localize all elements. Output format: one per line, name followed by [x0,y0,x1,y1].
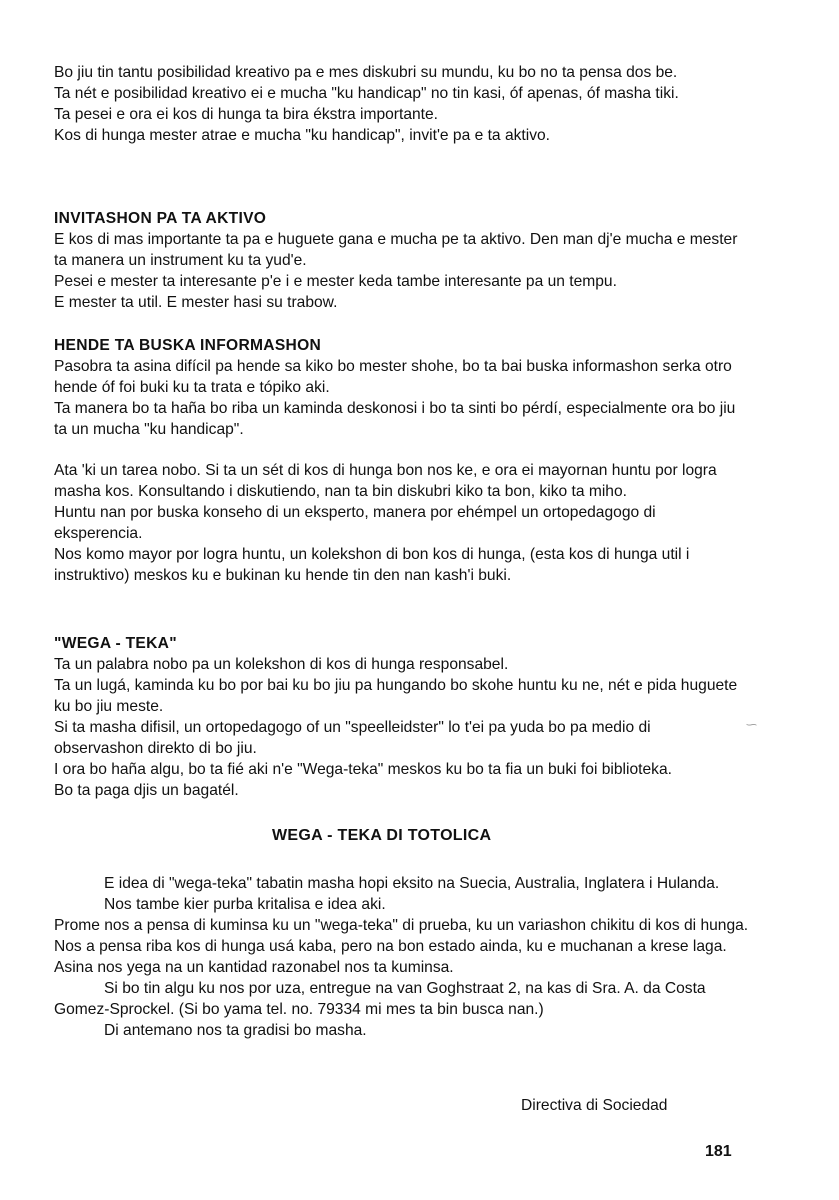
section-paragraph: Nos a pensa riba kos di hunga usá kaba, pero na bon estado ainda, ku e muchanan a krese laga. [54,938,727,955]
section-invitashon [54,208,744,313]
section-paragraph: Prome nos a pensa di kuminsa ku un "wega-teka" di prueba, ku un variashon chikitu di kos di hunga. [54,917,749,934]
section-paragraph: Di antemano nos ta gradisi bo masha. [104,1022,367,1039]
section-paragraph: Si bo tin algu ku nos por uza, entregue na van Goghstraat 2, na kas di Sra. A. da Costa Gomez-Sprockel. (Si bo yama tel. no. 79334 mi mes ta bin busca nan.) [54,980,706,1018]
bleed-through-mark [752,778,812,838]
section-paragraph: Nos komo mayor por logra huntu, un kolekshon di bon kos di hunga, (esta kos di hunga util i instruktivo) meskos ku e bukinan ku hende tin den nan kash'i buki. [54,546,690,584]
section-paragraph: E idea di "wega-teka" tabatin masha hopi eksito na Suecia, Australia, Inglatera i Hulanda. [104,875,720,892]
section-paragraph: Ta manera bo ta haña bo riba un kaminda deskonosi i bo ta sinti bo pérdí, especialmente ora bo jiu ta un mucha "ku handicap". [54,400,736,438]
intro-paragraph: Kos di hunga mester atrae e mucha "ku handicap", invit'e pa e ta aktivo. [54,127,551,144]
section-paragraph: Bo ta paga djis un bagatél. [54,782,239,799]
section-paragraph: Asina nos yega na un kantidad razonabel nos ta kuminsa. [54,959,454,976]
section-paragraph: Huntu nan por buska konseho di un eksperto, manera por ehémpel un ortopedagogo di eksperencia. [54,504,656,542]
section-heading: "WEGA - TEKA" [54,635,177,652]
section-paragraph: Ata 'ki un tarea nobo. Si ta un sét di kos di hunga bon nos ke, e ora ei mayornan huntu por logra masha kos. Konsultando i diskutiendo, nan ta bin diskubri kiko ta bon, kiko ta miho. [54,462,717,500]
section-informashon [54,335,744,440]
section-paragraph: Pesei e mester ta interesante p'e i e mester keda tambe interesante pa un tempu. [54,273,617,290]
section-tarea [54,460,744,586]
section-totolica-body [54,873,754,1041]
section-paragraph: Pasobra ta asina difícil pa hende sa kiko bo mester shohe, bo ta bai buska informashon serka otro hende óf foi buki ku ta trata e tópiko aki. [54,358,732,396]
section-paragraph: E mester ta util. E mester hasi su trabow. [54,294,338,311]
section-paragraph: E kos di mas importante ta pa e huguete gana e mucha pe ta aktivo. Den man dj'e mucha e mester ta manera un instrument ku ta yud'e. [54,231,738,269]
intro-paragraph: Ta nét e posibilidad kreativo ei e mucha "ku handicap" no tin kasi, óf apenas, óf masha tiki. [54,85,679,102]
section-paragraph: Nos tambe kier purba kritalisa e idea aki. [104,896,386,913]
section-paragraph: I ora bo haña algu, bo ta fié aki n'e "Wega-teka" meskos ku bo ta fia un buki foi biblioteka. [54,761,672,778]
section-paragraph: Si ta masha difisil, un ortopedagogo of un "speelleidster" lo t'ei pa yuda bo pa medio di observashon direkto di bo jiu. [54,719,651,757]
intro-paragraph: Ta pesei e ora ei kos di hunga ta bira ékstra importante. [54,106,438,123]
page-number: 181 [705,1143,732,1160]
bleed-through-mark: ⁓ [746,719,757,731]
intro-paragraph: Bo jiu tin tantu posibilidad kreativo pa e mes diskubri su mundu, ku bo no ta pensa dos be. [54,64,678,81]
section-paragraph: Ta un palabra nobo pa un kolekshon di kos di hunga responsabel. [54,656,509,673]
section-title-totolica: WEGA - TEKA DI TOTOLICA [272,827,492,844]
section-paragraph: Ta un lugá, kaminda ku bo por bai ku bo jiu pa hungando bo skohe huntu ku ne, nét e pida huguete ku bo jiu meste. [54,677,738,715]
section-heading: INVITASHON PA TA AKTIVO [54,210,267,227]
section-heading: HENDE TA BUSKA INFORMASHON [54,337,322,354]
section-wega-teka [54,633,744,801]
signature: Directiva di Sociedad [521,1097,668,1114]
intro-block [54,62,744,146]
